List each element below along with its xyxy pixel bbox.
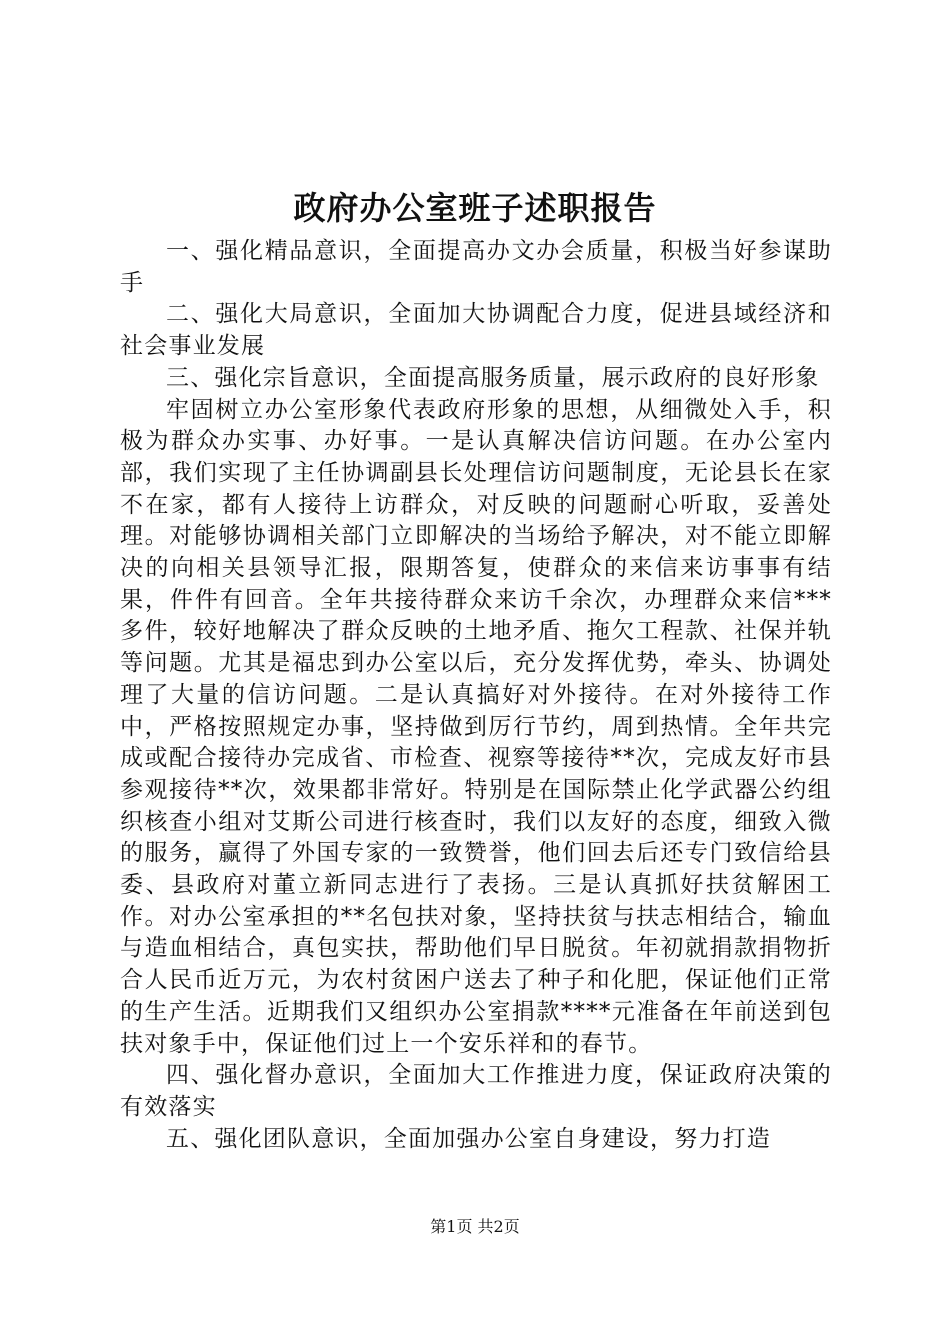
paragraph-heading-1: 一、强化精品意识，全面提高办文办会质量，积极当好参谋助手 <box>120 238 832 296</box>
paragraph-heading-2: 二、强化大局意识，全面加大协调配合力度，促进县域经济和社会事业发展 <box>120 301 832 360</box>
paragraph-heading-5: 五、强化团队意识，全面加强办公室自身建设，努力打造 <box>166 1125 771 1152</box>
document-body <box>120 236 832 1155</box>
document-title: 政府办公室班子述职报告 <box>293 189 657 227</box>
page-number-footer: 第1页 共2页 <box>430 1217 520 1236</box>
paragraph-body-main: 牢固树立办公室形象代表政府形象的思想，从细微处入手，积极为群众办实事、办好事。一是认真解决信访问题。在办公室内部，我们实现了主任协调副县长处理信访问题制度，无论县长在家不在家，都有人接待上访群众，对反映的问题耐心听取，妥善处理。对能够协调相关部门立即解决的当场给予解决，对不能立即解决的向相关县领导汇报，限期答复，使群众的来信来访事事有结果，件件有回音。全年共接待群众来访千余次，办理群众来信***多件，较好地解决了群众反映的土地矛盾、拖欠工程款、社保并轨等问题。尤其是福忠到办公室以后，充分发挥优势，牵头、协调处理了大量的信访问题。二是认真搞好对外接待。在对外接待工作中，严格按照规定办事，坚持做到厉行节约，周到热情。全年共完成或配合接待办完成省、市检查、视察等接待**次，完成友好市县参观接待**次，效果都非常好。特别是在国际禁止化学武器公约组织核查小组对艾斯公司进行核查时，我们以友好的态度，细致入微的服务，赢得了外国专家的一致赞誉，他们回去后还专门致信给县委、县政府对董立新同志进行了表扬。三是认真抓好扶贫解困工作。对办公室承担的**名包扶对象，坚持扶贫与扶志相结合，输血与造血相结合，真包实扶，帮助他们早日脱贫。年初就捐款捐物折合人民币近万元，为农村贫困户送去了种子和化肥，保证他们正常的生产生活。近期我们又组织办公室捐款****元准备在年前送到包扶对象手中，保证他们过上一个安乐祥和的春节。 <box>120 396 832 1057</box>
paragraph-heading-4: 四、强化督办意识，全面加大工作推进力度，保证政府决策的有效落实 <box>120 1062 832 1120</box>
paragraph-heading-3: 三、强化宗旨意识，全面提高服务质量，展示政府的良好形象 <box>166 364 820 391</box>
